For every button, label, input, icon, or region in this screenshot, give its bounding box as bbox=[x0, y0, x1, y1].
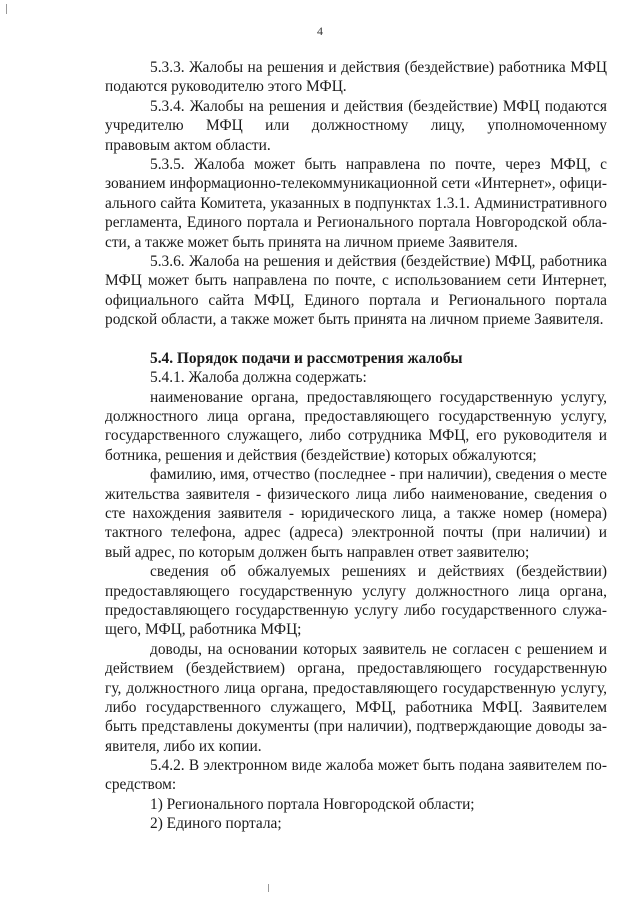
paragraph bbox=[105, 756, 607, 795]
text-line: предоставляющего государственную услугу либо государственного служа- bbox=[105, 601, 607, 619]
text-line: явителя, либо их копии. bbox=[105, 737, 262, 755]
text-line: ботника, решения и действия (бездействие) которых обжалуются; bbox=[105, 446, 537, 464]
text-line: ального сайта Комитета, указанных в подпунктах 1.3.1. Административного bbox=[105, 194, 607, 212]
paragraph bbox=[105, 562, 607, 640]
paragraph bbox=[105, 97, 607, 155]
text-line: регламента, Единого портала и Регионального портала Новгородской обла- bbox=[105, 214, 607, 232]
text-line: щего, МФЦ, работника МФЦ; bbox=[105, 621, 302, 639]
text-line: зованием информационно-телекоммуникационной сети «Интернет», офици- bbox=[105, 175, 607, 193]
text-line: доводы, на основании которых заявитель не согласен с решением и bbox=[150, 640, 607, 658]
paragraph bbox=[105, 814, 607, 833]
text-line: действием (бездействием) органа, предоставляющего государственную bbox=[105, 660, 607, 678]
paragraph bbox=[105, 252, 607, 330]
text-line: 5.4.1. Жалоба должна содержать: bbox=[150, 369, 367, 387]
text-line: сте нахождения заявителя - юридического лица, а также номер (номера) bbox=[105, 504, 607, 522]
text-line: 5.3.5. Жалоба может быть направлена по почте, через МФЦ, с bbox=[150, 155, 607, 173]
scan-mark bbox=[6, 4, 7, 14]
text-line: должностного лица органа, предоставляющего государственную услугу, bbox=[105, 408, 607, 426]
text-line: предоставляющего государственную услугу должностного лица органа, bbox=[105, 582, 607, 600]
text-line: 5.4. Порядок подачи и рассмотрения жалобы bbox=[150, 349, 463, 367]
document-body bbox=[105, 58, 607, 834]
text-line: 1) Регионального портала Новгородской области; bbox=[150, 795, 475, 813]
text-line: жительства заявителя - физического лица либо наименование, сведения о bbox=[105, 485, 607, 503]
text-line: учредителю МФЦ или должностному лицу, уполномоченному bbox=[105, 117, 607, 135]
text-line: фамилию, имя, отчество (последнее - при наличии), сведения о месте bbox=[150, 466, 607, 484]
text-line: тактного телефона, адрес (адреса) электронной почты (при наличии) и bbox=[105, 524, 607, 542]
paragraph bbox=[105, 465, 607, 562]
text-line: 5.3.6. Жалоба на решения и действия (бездействие) МФЦ, работника bbox=[150, 252, 607, 270]
paragraph-gap bbox=[105, 329, 607, 348]
text-line: родской области, а также может быть принята на личном приеме Заявителя. bbox=[105, 311, 604, 329]
paragraph bbox=[105, 155, 607, 252]
text-line: 5.3.3. Жалобы на решения и действия (бездействие) работника МФЦ bbox=[150, 59, 607, 76]
text-line: сти, а также может быть принята на личном приеме Заявителя. bbox=[105, 233, 518, 251]
text-line: сведения об обжалуемых решениях и действиях (бездействии) bbox=[150, 563, 607, 581]
text-line: быть представлены документы (при наличии), подтверждающие доводы за- bbox=[105, 718, 607, 736]
paragraph bbox=[105, 640, 607, 756]
text-line: МФЦ может быть направлена по почте, с использованием сети Интернет, bbox=[105, 272, 607, 290]
text-line: либо государственного служащего, МФЦ, работника МФЦ. Заявителем bbox=[105, 698, 607, 716]
scan-mark bbox=[268, 884, 269, 892]
paragraph bbox=[105, 368, 607, 387]
text-line: официального сайта МФЦ, Единого портала и Регионального портала bbox=[105, 291, 607, 309]
text-line: 5.3.4. Жалобы на решения и действия (бездействие) МФЦ подаются bbox=[150, 97, 607, 115]
paragraph bbox=[105, 795, 607, 814]
text-line: средством: bbox=[105, 776, 177, 794]
text-line: правовым актом области. bbox=[105, 136, 271, 154]
text-line: 5.4.2. В электронном виде жалоба может быть подана заявителем по- bbox=[150, 757, 607, 775]
paragraph bbox=[105, 388, 607, 466]
text-line: государственного служащего, либо сотрудника МФЦ, его руководителя и bbox=[105, 427, 607, 445]
text-line: наименование органа, предоставляющего государственную услугу, bbox=[150, 388, 607, 406]
page-number: 4 bbox=[317, 24, 323, 38]
text-line: вый адрес, по которым должен быть направлен ответ заявителю; bbox=[105, 543, 530, 561]
text-line: гу, должностного лица органа, предоставляющего государственную услугу, bbox=[105, 679, 607, 697]
text-line: 2) Единого портала; bbox=[150, 815, 282, 833]
paragraph bbox=[105, 58, 607, 97]
text-line: подаются руководителю этого МФЦ. bbox=[105, 78, 347, 96]
section-heading bbox=[105, 349, 607, 368]
